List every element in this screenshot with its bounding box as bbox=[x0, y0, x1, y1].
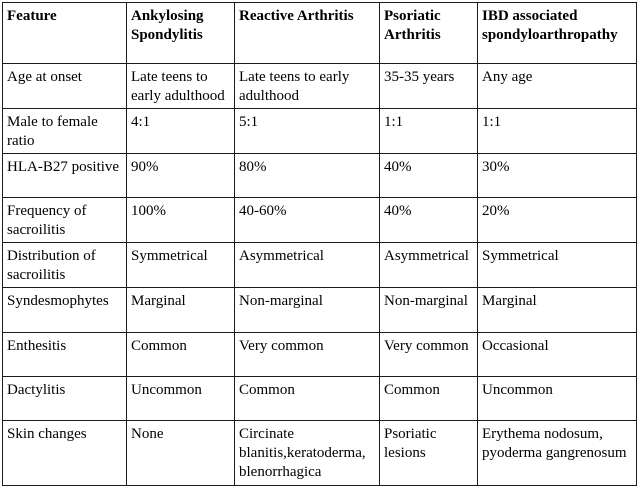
table-cell: 5:1 bbox=[235, 109, 380, 154]
row-label-male-female-ratio: Male to female ratio bbox=[3, 109, 127, 154]
table-cell: Asymmetrical bbox=[380, 243, 478, 288]
table-row bbox=[3, 421, 637, 486]
table-cell: 35-35 years bbox=[380, 64, 478, 109]
table-cell: 4:1 bbox=[127, 109, 235, 154]
table-cell: Psoriatic lesions bbox=[380, 421, 478, 486]
table-cell: Very common bbox=[380, 333, 478, 377]
table-cell: Late teens to early adulthood bbox=[127, 64, 235, 109]
table-cell: 40-60% bbox=[235, 198, 380, 243]
table-row bbox=[3, 154, 637, 198]
table-cell: 1:1 bbox=[478, 109, 637, 154]
table-row bbox=[3, 288, 637, 333]
table-cell: Uncommon bbox=[127, 377, 235, 421]
header-ankylosing-spondylitis: Ankylosing Spondylitis bbox=[127, 3, 235, 64]
table-cell: Late teens to early adulthood bbox=[235, 64, 380, 109]
table-row bbox=[3, 198, 637, 243]
table-cell: Marginal bbox=[478, 288, 637, 333]
header-ibd-spondyloarthropathy: IBD associated spondyloarthropathy bbox=[478, 3, 637, 64]
table-cell: Non-marginal bbox=[380, 288, 478, 333]
table-cell: Uncommon bbox=[478, 377, 637, 421]
table-cell: Erythema nodosum, pyoderma gangrenosum bbox=[478, 421, 637, 486]
table-cell: 20% bbox=[478, 198, 637, 243]
header-feature: Feature bbox=[3, 3, 127, 64]
table-cell: Any age bbox=[478, 64, 637, 109]
table-cell: Symmetrical bbox=[478, 243, 637, 288]
table-cell: Very common bbox=[235, 333, 380, 377]
table-cell: 80% bbox=[235, 154, 380, 198]
header-psoriatic-arthritis: Psoriatic Arthritis bbox=[380, 3, 478, 64]
row-label-frequency-sacroilitis: Frequency of sacroilitis bbox=[3, 198, 127, 243]
table-cell: Common bbox=[235, 377, 380, 421]
table-row bbox=[3, 377, 637, 421]
row-label-age-at-onset: Age at onset bbox=[3, 64, 127, 109]
table-cell: 100% bbox=[127, 198, 235, 243]
table-cell: Non-marginal bbox=[235, 288, 380, 333]
table-row bbox=[3, 64, 637, 109]
table-row bbox=[3, 333, 637, 377]
row-label-enthesitis: Enthesitis bbox=[3, 333, 127, 377]
table-cell: 1:1 bbox=[380, 109, 478, 154]
comparison-table-container bbox=[2, 2, 636, 480]
table-cell: 30% bbox=[478, 154, 637, 198]
table-cell: Asymmetrical bbox=[235, 243, 380, 288]
table-cell: Common bbox=[127, 333, 235, 377]
row-label-distribution-sacroilitis: Distribution of sacroilitis bbox=[3, 243, 127, 288]
table-row bbox=[3, 243, 637, 288]
table-row bbox=[3, 109, 637, 154]
row-label-skin-changes: Skin changes bbox=[3, 421, 127, 486]
row-label-dactylitis: Dactylitis bbox=[3, 377, 127, 421]
row-label-syndesmophytes: Syndesmophytes bbox=[3, 288, 127, 333]
table-cell: 40% bbox=[380, 198, 478, 243]
table-header-row bbox=[3, 3, 637, 64]
table-cell: 90% bbox=[127, 154, 235, 198]
table-cell: 40% bbox=[380, 154, 478, 198]
header-reactive-arthritis: Reactive Arthritis bbox=[235, 3, 380, 64]
table-cell: Marginal bbox=[127, 288, 235, 333]
table-cell: None bbox=[127, 421, 235, 486]
table-cell: Common bbox=[380, 377, 478, 421]
spondyloarthropathy-comparison-table bbox=[2, 2, 637, 486]
table-cell: Occasional bbox=[478, 333, 637, 377]
table-cell: Circinate blanitis,keratoderma, blenorrhagica bbox=[235, 421, 380, 486]
row-label-hla-b27: HLA-B27 positive bbox=[3, 154, 127, 198]
table-cell: Symmetrical bbox=[127, 243, 235, 288]
